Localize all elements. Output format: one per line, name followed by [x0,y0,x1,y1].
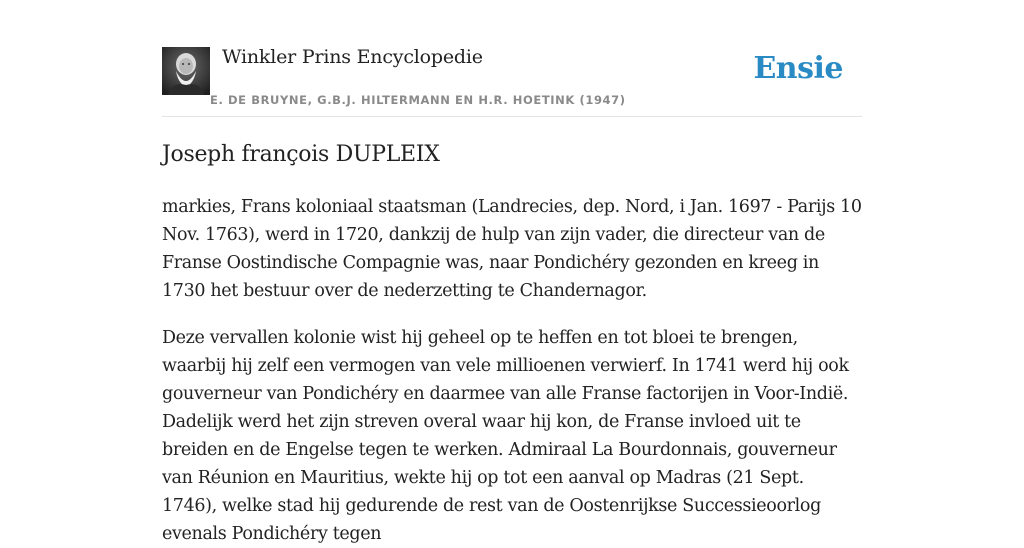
article-paragraph: Deze vervallen kolonie wist hij geheel op te heffen en tot bloei te brengen, waarbij hij zelf een vermogen van vele millioenen verwierf. In 1741 werd hij ook gouverneur van Pondichéry en daarmee van alle Franse factorijen in Voor-Indië. Dadelijk werd het zijn streven overal waar hij kon, de Franse invloed uit te breiden en de Engelse tegen te werken. Admiraal La Bourdonnais, gouverneur van Réunion en Mauritius, wekte hij op tot een aanval op Madras (21 Sept. 1746), welke stad hij gedurende de rest van de Oostenrijkse Successieoorlog evenals Pondichéry tegen [162,328,849,544]
source-header [162,46,862,117]
source-title[interactable]: Winkler Prins Encyclopedie [222,46,483,68]
author-portrait-icon [162,47,210,95]
author-avatar[interactable] [162,47,210,95]
article [162,139,862,548]
article-paragraph: markies, Frans koloniaal staatsman (Landrecies, dep. Nord, i Jan. 1697 - Parijs 10 Nov. 1763), werd in 1720, dankzij de hulp van zijn vader, die directeur van de Franse Oostindische Compagnie was, naar Pondichéry gezonden en kreeg in 1730 het bestuur over de nederzetting te Chandernagor. [162,197,862,301]
brand-logo[interactable]: Ensie [753,51,843,86]
article-title: Joseph françois DUPLEIX [162,142,440,167]
source-authors: E. DE BRUYNE, G.B.J. HILTERMANN EN H.R. HOETINK (1947) [210,93,626,107]
